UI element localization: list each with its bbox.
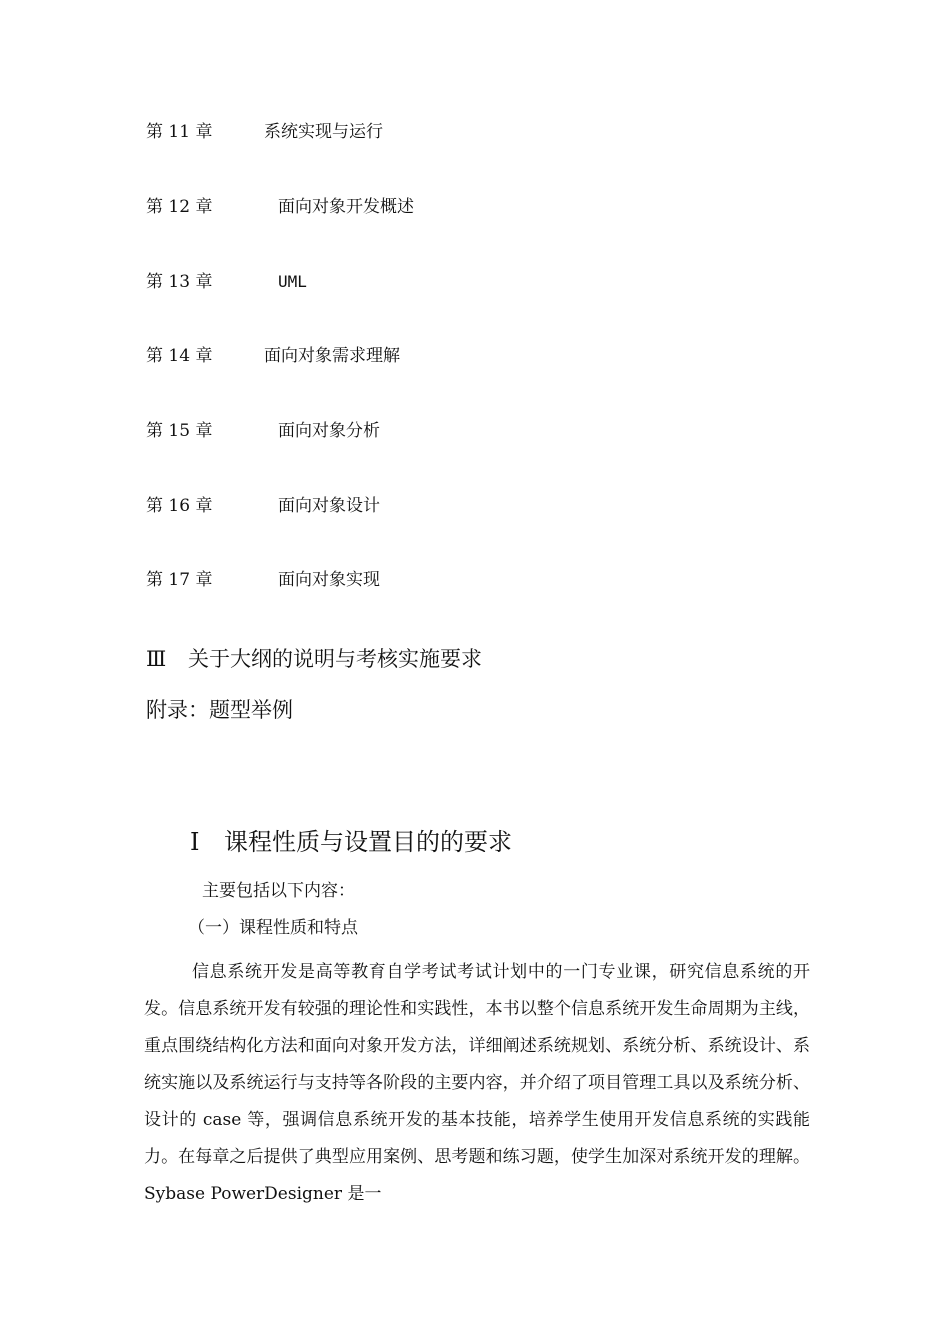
chapter-number: 第 11 章 (146, 122, 213, 142)
chapter-title: 系统实现与运行 (264, 122, 383, 142)
body-paragraph: 信息系统开发是高等教育自学考试考试计划中的一门专业课，研究信息系统的开发。信息系统开发有较强的理论性和实践性，本书以整个信息系统开发生命周期为主线，重点围绕结构化方法和面向对象开发方法，详细阐述系统规划、系统分析、系统设计、系统实施以及系统运行与支持等各阶段的主要内容，并介绍了项目管理工具以及系统分析、设计的 case 等，强调信息系统开发的基本技能，培养学生使用开发信息系统的实践能力。在每章之后提供了典型应用案例、思考题和练习题，使学生加深对系统开发的理解。Sybase PowerDesigner 是一 (144, 962, 810, 1204)
chapter-title: 面向对象需求理解 (264, 346, 400, 366)
toc-chapter-14[interactable] (146, 345, 400, 367)
chapter-title: 面向对象开发概述 (278, 197, 414, 217)
toc-chapter-11[interactable] (146, 121, 383, 143)
section-heading (190, 826, 512, 859)
chapter-number: 第 16 章 (146, 496, 213, 516)
chapter-title: UML (278, 272, 307, 291)
chapter-title: 面向对象设计 (278, 496, 380, 516)
section-title: 课程性质与设置目的的要求 (224, 828, 512, 856)
toc-appendix[interactable] (146, 696, 293, 724)
toc-chapter-12[interactable] (146, 196, 414, 218)
subsection-heading: （一）课程性质和特点 (188, 918, 358, 938)
chapter-number: 第 13 章 (146, 272, 213, 292)
toc-chapter-17[interactable] (146, 569, 380, 591)
section-intro: 主要包括以下内容： (202, 881, 355, 901)
chapter-number: 第 15 章 (146, 421, 213, 441)
toc-chapter-15[interactable] (146, 420, 380, 442)
chapter-number: 第 12 章 (146, 197, 213, 217)
toc-part-3[interactable] (146, 645, 482, 673)
chapter-number: 第 17 章 (146, 570, 213, 590)
appendix-title: 附录：题型举例 (146, 698, 293, 722)
chapter-title: 面向对象实现 (278, 570, 380, 590)
part-numeral: Ⅲ (146, 647, 167, 671)
toc-chapter-16[interactable] (146, 495, 380, 517)
chapter-number: 第 14 章 (146, 346, 213, 366)
toc-chapter-13[interactable] (146, 271, 307, 293)
part-title: 关于大纲的说明与考核实施要求 (188, 647, 482, 671)
chapter-title: 面向对象分析 (278, 421, 380, 441)
section-numeral: Ⅰ (190, 830, 200, 856)
